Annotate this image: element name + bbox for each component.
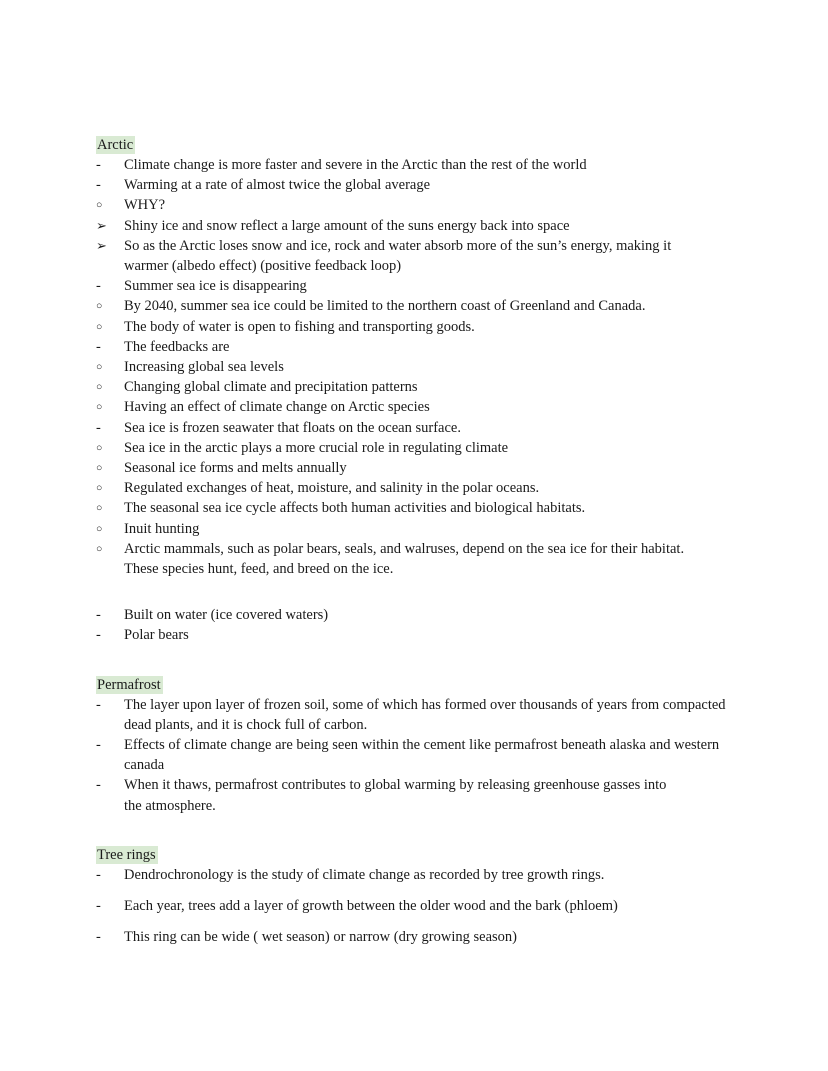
arctic-list-level1 [96,155,758,646]
list-item [96,458,758,478]
section-heading-tree-rings-label: Tree rings [97,846,156,863]
list-item [96,478,758,498]
dash-bullet-icon: - [96,898,101,915]
dash-bullet-icon: - [96,419,101,436]
list-item [96,695,736,735]
section-heading-arctic-label: Arctic [97,137,134,153]
dash-bullet-icon: - [96,338,101,355]
arctic-list-level3 [96,216,758,277]
list-item [96,418,736,438]
list-item [96,195,758,215]
tree-rings-list-level1 [96,865,758,948]
spacer [96,885,758,896]
list-item [96,296,758,316]
circle-bullet-icon: ○ [96,382,103,394]
circle-bullet-icon: ○ [96,200,103,212]
section-heading-permafrost [96,676,758,695]
list-item-text: Each year, trees add a layer of growth between the older wood and the bark (phloem) [124,898,618,915]
list-item-text: Effects of climate change are being seen within the cement like permafrost beneath alaska and western canada [124,737,720,774]
permafrost-list-level1 [96,695,758,816]
list-item-text: When it thaws, permafrost contributes to global warming by releasing greenhouse gasses into the atmosphere. [124,777,667,814]
spacer [96,816,758,846]
list-item [96,317,758,337]
list-item-text: Polar bears [124,627,189,644]
dash-bullet-icon: - [96,627,101,644]
list-item [96,397,758,417]
spacer [96,646,758,676]
circle-bullet-icon: ○ [96,483,103,495]
list-item [96,735,736,775]
section-heading-arctic [96,136,758,155]
circle-bullet-icon: ○ [96,463,103,475]
list-item-text: The body of water is open to fishing and transporting goods. [124,318,475,335]
circle-bullet-icon: ○ [96,543,103,555]
arrow-bullet-icon: ➢ [96,237,107,253]
spacer [96,916,758,927]
list-item-text: Seasonal ice forms and melts annually [124,460,347,477]
list-item [96,155,736,175]
list-item-text: So as the Arctic loses snow and ice, rock and water absorb more of the sun’s energy, making it warmer (albedo effect) (positive feedback loop) [124,237,672,275]
permafrost-list-level2 [96,775,758,815]
list-item-text: Sea ice in the arctic plays a more crucial role in regulating climate [124,439,509,456]
list-item-text: This ring can be wide ( wet season) or narrow (dry growing season) [124,929,517,946]
arrow-bullet-icon: ➢ [96,217,107,233]
list-item [96,276,736,296]
list-item-text: Inuit hunting [124,520,200,537]
list-item [96,377,758,397]
list-item-text: The layer upon layer of frozen soil, some of which has formed over thousands of years from compacted dead plants, and it is chock full of carbon. [124,696,726,733]
list-item-text: The seasonal sea ice cycle affects both human activities and biological habitats. [124,500,586,517]
list-item [96,927,736,947]
list-item-text: Regulated exchanges of heat, moisture, and salinity in the polar oceans. [124,480,540,497]
circle-bullet-icon: ○ [96,362,103,374]
dash-bullet-icon: - [96,737,101,754]
arctic-list-level2-why [96,195,758,276]
list-item [96,438,758,458]
dash-bullet-icon: - [96,177,101,194]
list-item [96,236,681,276]
list-item [96,337,736,357]
dash-bullet-icon: - [96,777,101,794]
list-item-text: Increasing global sea levels [124,359,284,376]
list-item-text: Warming at a rate of almost twice the global average [124,177,431,194]
circle-bullet-icon: ○ [96,442,103,454]
list-item [96,896,736,916]
list-item [96,539,696,579]
section-heading-tree-rings [96,846,758,865]
dash-bullet-icon: - [96,607,101,624]
list-item-text: WHY? [124,197,166,214]
dash-bullet-icon: - [96,157,101,173]
list-item [96,865,736,885]
list-item [96,175,736,195]
arctic-list-level2-seaice [96,438,758,579]
circle-bullet-icon: ○ [96,301,103,313]
list-item-text: Built on water (ice covered waters) [124,607,329,624]
arctic-list-level2-feedbacks [96,357,758,418]
dash-bullet-icon: - [96,866,101,883]
dash-bullet-icon: - [96,278,101,295]
list-item [96,519,758,539]
list-item-text: Sea ice is frozen seawater that floats on the ocean surface. [124,419,461,436]
list-item [96,498,758,518]
circle-bullet-icon: ○ [96,503,103,515]
list-item-text: Changing global climate and precipitation patterns [124,379,418,396]
list-item-text: Arctic mammals, such as polar bears, seals, and walruses, depend on the sea ice for their habitat. These species hunt, feed, and breed on the ice. [124,540,685,578]
dash-bullet-icon: - [96,696,101,713]
list-item-text: Shiny ice and snow reflect a large amount of the suns energy back into space [124,217,570,234]
list-item [96,216,681,236]
list-item [96,357,758,377]
list-item [96,625,758,645]
circle-bullet-icon: ○ [96,321,103,333]
list-item-text: By 2040, summer sea ice could be limited to the northern coast of Greenland and Canada. [124,298,646,315]
circle-bullet-icon: ○ [96,402,103,414]
list-item-text: Dendrochronology is the study of climate change as recorded by tree growth rings. [124,866,605,883]
list-item [96,775,681,815]
list-item-text: Climate change is more faster and severe in the Arctic than the rest of the world [124,157,587,173]
list-item-text: Summer sea ice is disappearing [124,278,307,295]
list-item-text: The feedbacks are [124,338,230,355]
list-item [96,605,758,625]
section-heading-permafrost-label: Permafrost [97,676,161,693]
dash-bullet-icon: - [96,929,101,946]
circle-bullet-icon: ○ [96,523,103,535]
list-item-text: Having an effect of climate change on Arctic species [124,399,430,416]
arctic-list-level2-summer [96,296,758,336]
spacer [96,579,758,605]
